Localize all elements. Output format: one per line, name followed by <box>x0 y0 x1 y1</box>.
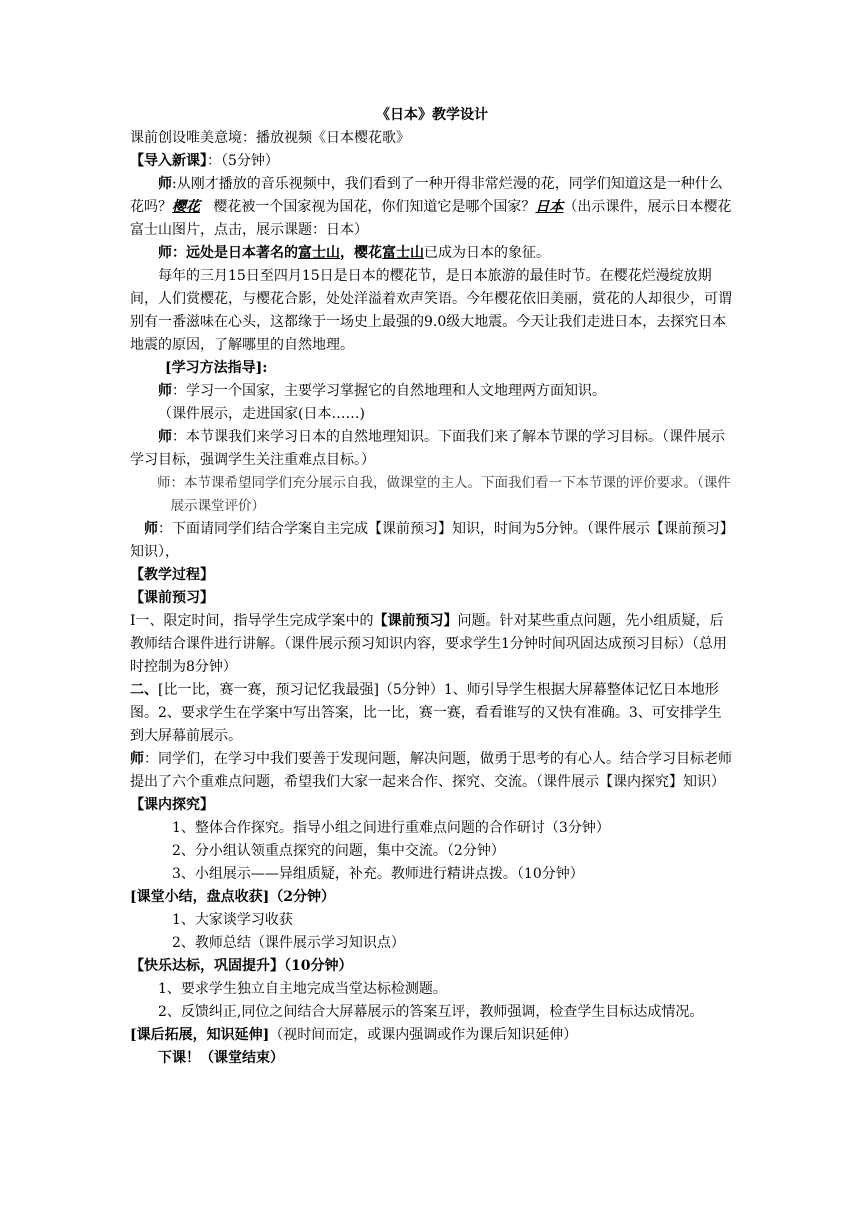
section-time: ：（5分钟） <box>207 153 279 169</box>
answer-japan: 日本 <box>535 199 564 215</box>
teacher-label: 师 <box>130 751 144 767</box>
section-preview-heading: 【课前预习】 <box>130 590 214 606</box>
paragraph-text: ：同学们，在学习中我们要善于发现问题，解决问题，做勇于思考的有心人。结合学习目标老师提出了六个重难点问题，希望我们大家一起来合作、探究、交流。（课件展示【课内探究】知识） <box>130 751 732 790</box>
ending-line: 下课！（课堂结束） <box>158 1050 284 1066</box>
teacher-label: 师 <box>158 176 172 192</box>
paragraph-step-one <box>130 610 734 679</box>
paragraph-text: 樱花被一个国家视为国花，你们知道它是哪个国家？ <box>200 199 536 215</box>
paragraph-text: （视时间而定，或课内强调或作为课后知识延伸） <box>269 1027 578 1043</box>
section-explore-heading: 【课内探究】 <box>130 797 214 813</box>
paragraph-text: ：学习一个国家，主要学习掌握它的自然地理和人文地理两方面知识。 <box>172 383 606 399</box>
teacher-label: 师 <box>158 429 172 445</box>
fuji-underlined: 富士山 <box>298 245 340 261</box>
paragraph-evaluation: 师：本节课希望同学们充分展示自我，做课堂的主人。下面我们看一下本节课的评价要求。（课件展示课堂评价） <box>157 475 731 514</box>
document-page <box>130 104 734 1070</box>
paragraph-courseware: （课件展示，走进国家(日本……) <box>158 406 365 422</box>
paragraph-text: （出示课件，展示日本樱花富士山图片，点击，展示课题：日本） <box>130 199 732 238</box>
section-heading-text: 【导入新课】 <box>130 153 207 169</box>
list-item: 2、反馈纠正,同位之间结合大屏幕展示的答案互评，教师强调，检查学生目标达成情况。 <box>158 1004 704 1020</box>
list-item: 1、要求学生独立自主地完成当堂达标检测题。 <box>158 981 447 997</box>
section-process-heading: 【教学过程】 <box>130 567 214 583</box>
section-extension <box>130 1024 734 1047</box>
section-heading-text: [课后拓展，知识延伸] <box>130 1027 270 1043</box>
paragraph-text: 问题。针对某些重点问题，先小组质疑，后教师结合课件进行讲解。（课件展示预习知识内容，要求学生1分钟时间巩固达成预习目标）（总用时控制为8分钟） <box>130 613 727 675</box>
paragraph-text: ：下面请同学们结合学案自主完成【课前预习】知识，时间为5分钟。（课件展示【课前预习】知识）， <box>130 521 734 560</box>
paragraph-text: 师：远处是日本著名的 <box>158 245 298 261</box>
teacher-label: 师 <box>158 383 172 399</box>
intro-line: 课前创设唯美意境：播放视频《日本樱花歌》 <box>130 130 410 146</box>
section-intro-heading <box>130 150 734 173</box>
paragraph-text: ：本节课我们来学习日本的自然地理知识。下面我们来了解本节课的学习目标。（课件展示学习目标，强调学生关注重难点目标。） <box>130 429 725 468</box>
paragraph-fuji <box>130 242 734 265</box>
step-number: 二、 <box>130 682 158 698</box>
paragraph-preview <box>130 518 734 564</box>
paragraph-text: 已成为日本的象征。 <box>424 245 550 261</box>
paragraph-problems <box>130 748 734 794</box>
section-practice-heading: 【快乐达标，巩固提升】（10分钟） <box>130 958 353 974</box>
list-item: 1、大家谈学习收获 <box>172 912 293 928</box>
list-item: 2、分小组认领重点探究的问题，集中交流。（2分钟） <box>172 843 505 859</box>
paragraph-text: :从刚才播放的音乐视频中，我们看到了一种开得非常烂漫的花，同学们知道这是一种什么花吗？ <box>130 176 723 215</box>
list-item: 1、整体合作探究。指导小组之间进行重难点问题的合作研讨（3分钟） <box>172 820 610 836</box>
list-item: 2、教师总结（课件展示学习知识点） <box>172 935 405 951</box>
paragraph-method <box>130 380 734 403</box>
document-title: 《日本》教学设计 <box>376 107 488 123</box>
paragraph-sakura-festival: 每年的三月15日至四月15日是日本的樱花节，是日本旅游的最佳时节。在樱花烂漫绽放期间，人们赏樱花，与樱花合影，处处洋溢着欢声笑语。今年樱花依旧美丽，赏花的人却很少，可谓别有一番滋味在心头，这都缘于一场史上最强的9.0级大地震。今天让我们走进日本，去探究日本地震的原因，了解哪里的自然地理。 <box>130 268 732 353</box>
highlight-text: 【课前预习】 <box>373 613 458 629</box>
section-summary-heading: [课堂小结，盘点收获]（2分钟） <box>130 889 335 905</box>
section-method-heading: [学习方法指导]: <box>165 360 268 376</box>
paragraph-objectives <box>130 426 734 472</box>
list-item: 3、小组展示——异组质疑，补充。教师进行精讲点拨。（10分钟） <box>172 866 584 882</box>
paragraph-teacher-question <box>130 173 734 242</box>
paragraph-text: ，樱花 <box>340 245 382 261</box>
answer-sakura: 樱花 <box>172 199 200 215</box>
teacher-label: 师 <box>144 521 158 537</box>
paragraph-text: [比一比，赛一赛，预习记忆我最强]（5分钟）1、师引导学生根据大屏幕整体记忆日本地形图。2、要求学生在学案中写出答案，比一比，赛一赛，看看谁写的又快有准确。3、可安排学生到大屏幕前展示。 <box>130 682 722 744</box>
paragraph-step-two <box>130 679 734 748</box>
paragraph-text: Ⅰ一、限定时间，指导学生完成学案中的 <box>130 613 374 629</box>
fuji-underlined: 富士山 <box>382 245 424 261</box>
